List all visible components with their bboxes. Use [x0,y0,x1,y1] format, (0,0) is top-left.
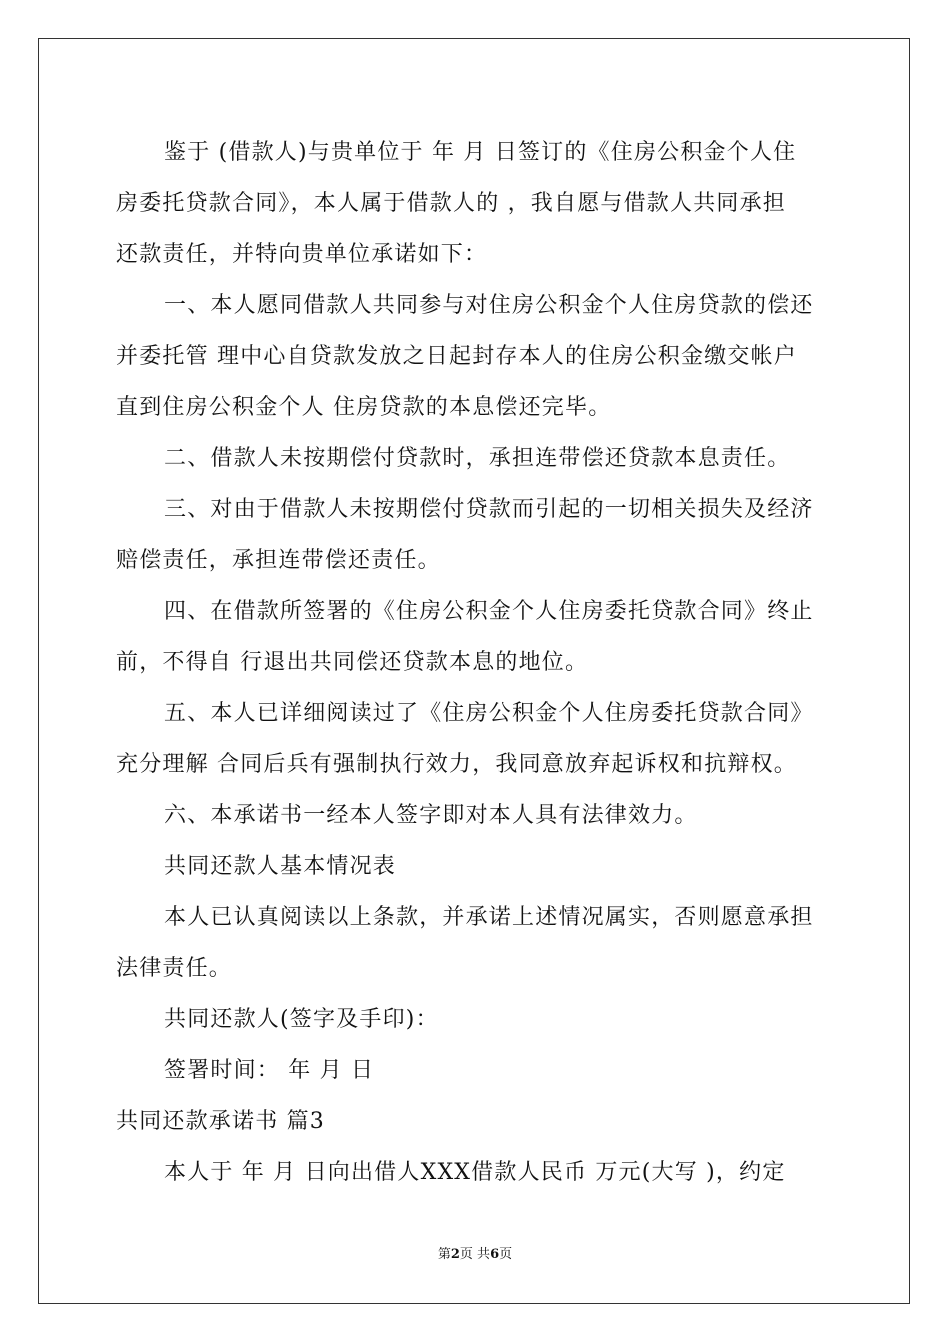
document-body [116,127,836,1198]
clause-line: 前，不得自 行退出共同偿还贷款本息的地位。 [116,650,589,675]
paragraph-line: 本人于 年 月 日向出借人XXX借款人民币 万元(大写 )，约定 [164,1160,786,1185]
page-suffix: 页 [499,1247,513,1262]
page-mid: 页 共 [459,1247,491,1262]
paragraph-line: 还款责任，并特向贵单位承诺如下： [116,242,488,267]
clause-line: 赔偿责任，承担连带偿还责任。 [116,548,441,573]
section-title: 共同还款承诺书 篇3 [116,1109,325,1134]
page-footer [0,1246,950,1264]
page-prefix: 第 [437,1247,451,1262]
clause-line: 并委托管 理中心自贷款发放之日起封存本人的住房公积金缴交帐户 [116,344,797,369]
page-current: 2 [450,1247,460,1262]
paragraph-line: 房委托贷款合同》，本人属于借款人的 ，我自愿与借款人共同承担 [116,191,786,216]
clause-line: 二、借款人未按期偿付贷款时，承担连带偿还贷款本息责任。 [164,446,791,471]
clause-line: 直到住房公积金个人 住房贷款的本息偿还完毕。 [116,395,612,420]
clause-line: 四、在借款所签署的《住房公积金个人住房委托贷款合同》终止 [164,599,814,624]
paragraph-line: 鉴于 (借款人)与贵单位于 年 月 日签订的《住房公积金个人住 [164,140,797,165]
date-line: 签署时间： 年 月 日 [164,1058,375,1083]
page-total: 6 [490,1247,500,1262]
clause-line: 充分理解 合同后兵有强制执行效力，我同意放弃起诉权和抗辩权。 [116,752,797,777]
paragraph-line: 本人已认真阅读以上条款，并承诺上述情况属实，否则愿意承担 [164,905,814,930]
clause-line: 三、对由于借款人未按期偿付贷款而引起的一切相关损失及经济 [164,497,814,522]
section-heading: 共同还款人基本情况表 [164,854,397,879]
clause-line: 五、本人已详细阅读过了《住房公积金个人住房委托贷款合同》 [164,701,814,726]
clause-line: 六、本承诺书一经本人签字即对本人具有法律效力。 [164,803,698,828]
clause-line: 一、本人愿同借款人共同参与对住房公积金个人住房贷款的偿还 [164,293,814,318]
signature-line: 共同还款人(签字及手印)： [164,1007,439,1032]
paragraph-line: 法律责任。 [116,956,233,981]
